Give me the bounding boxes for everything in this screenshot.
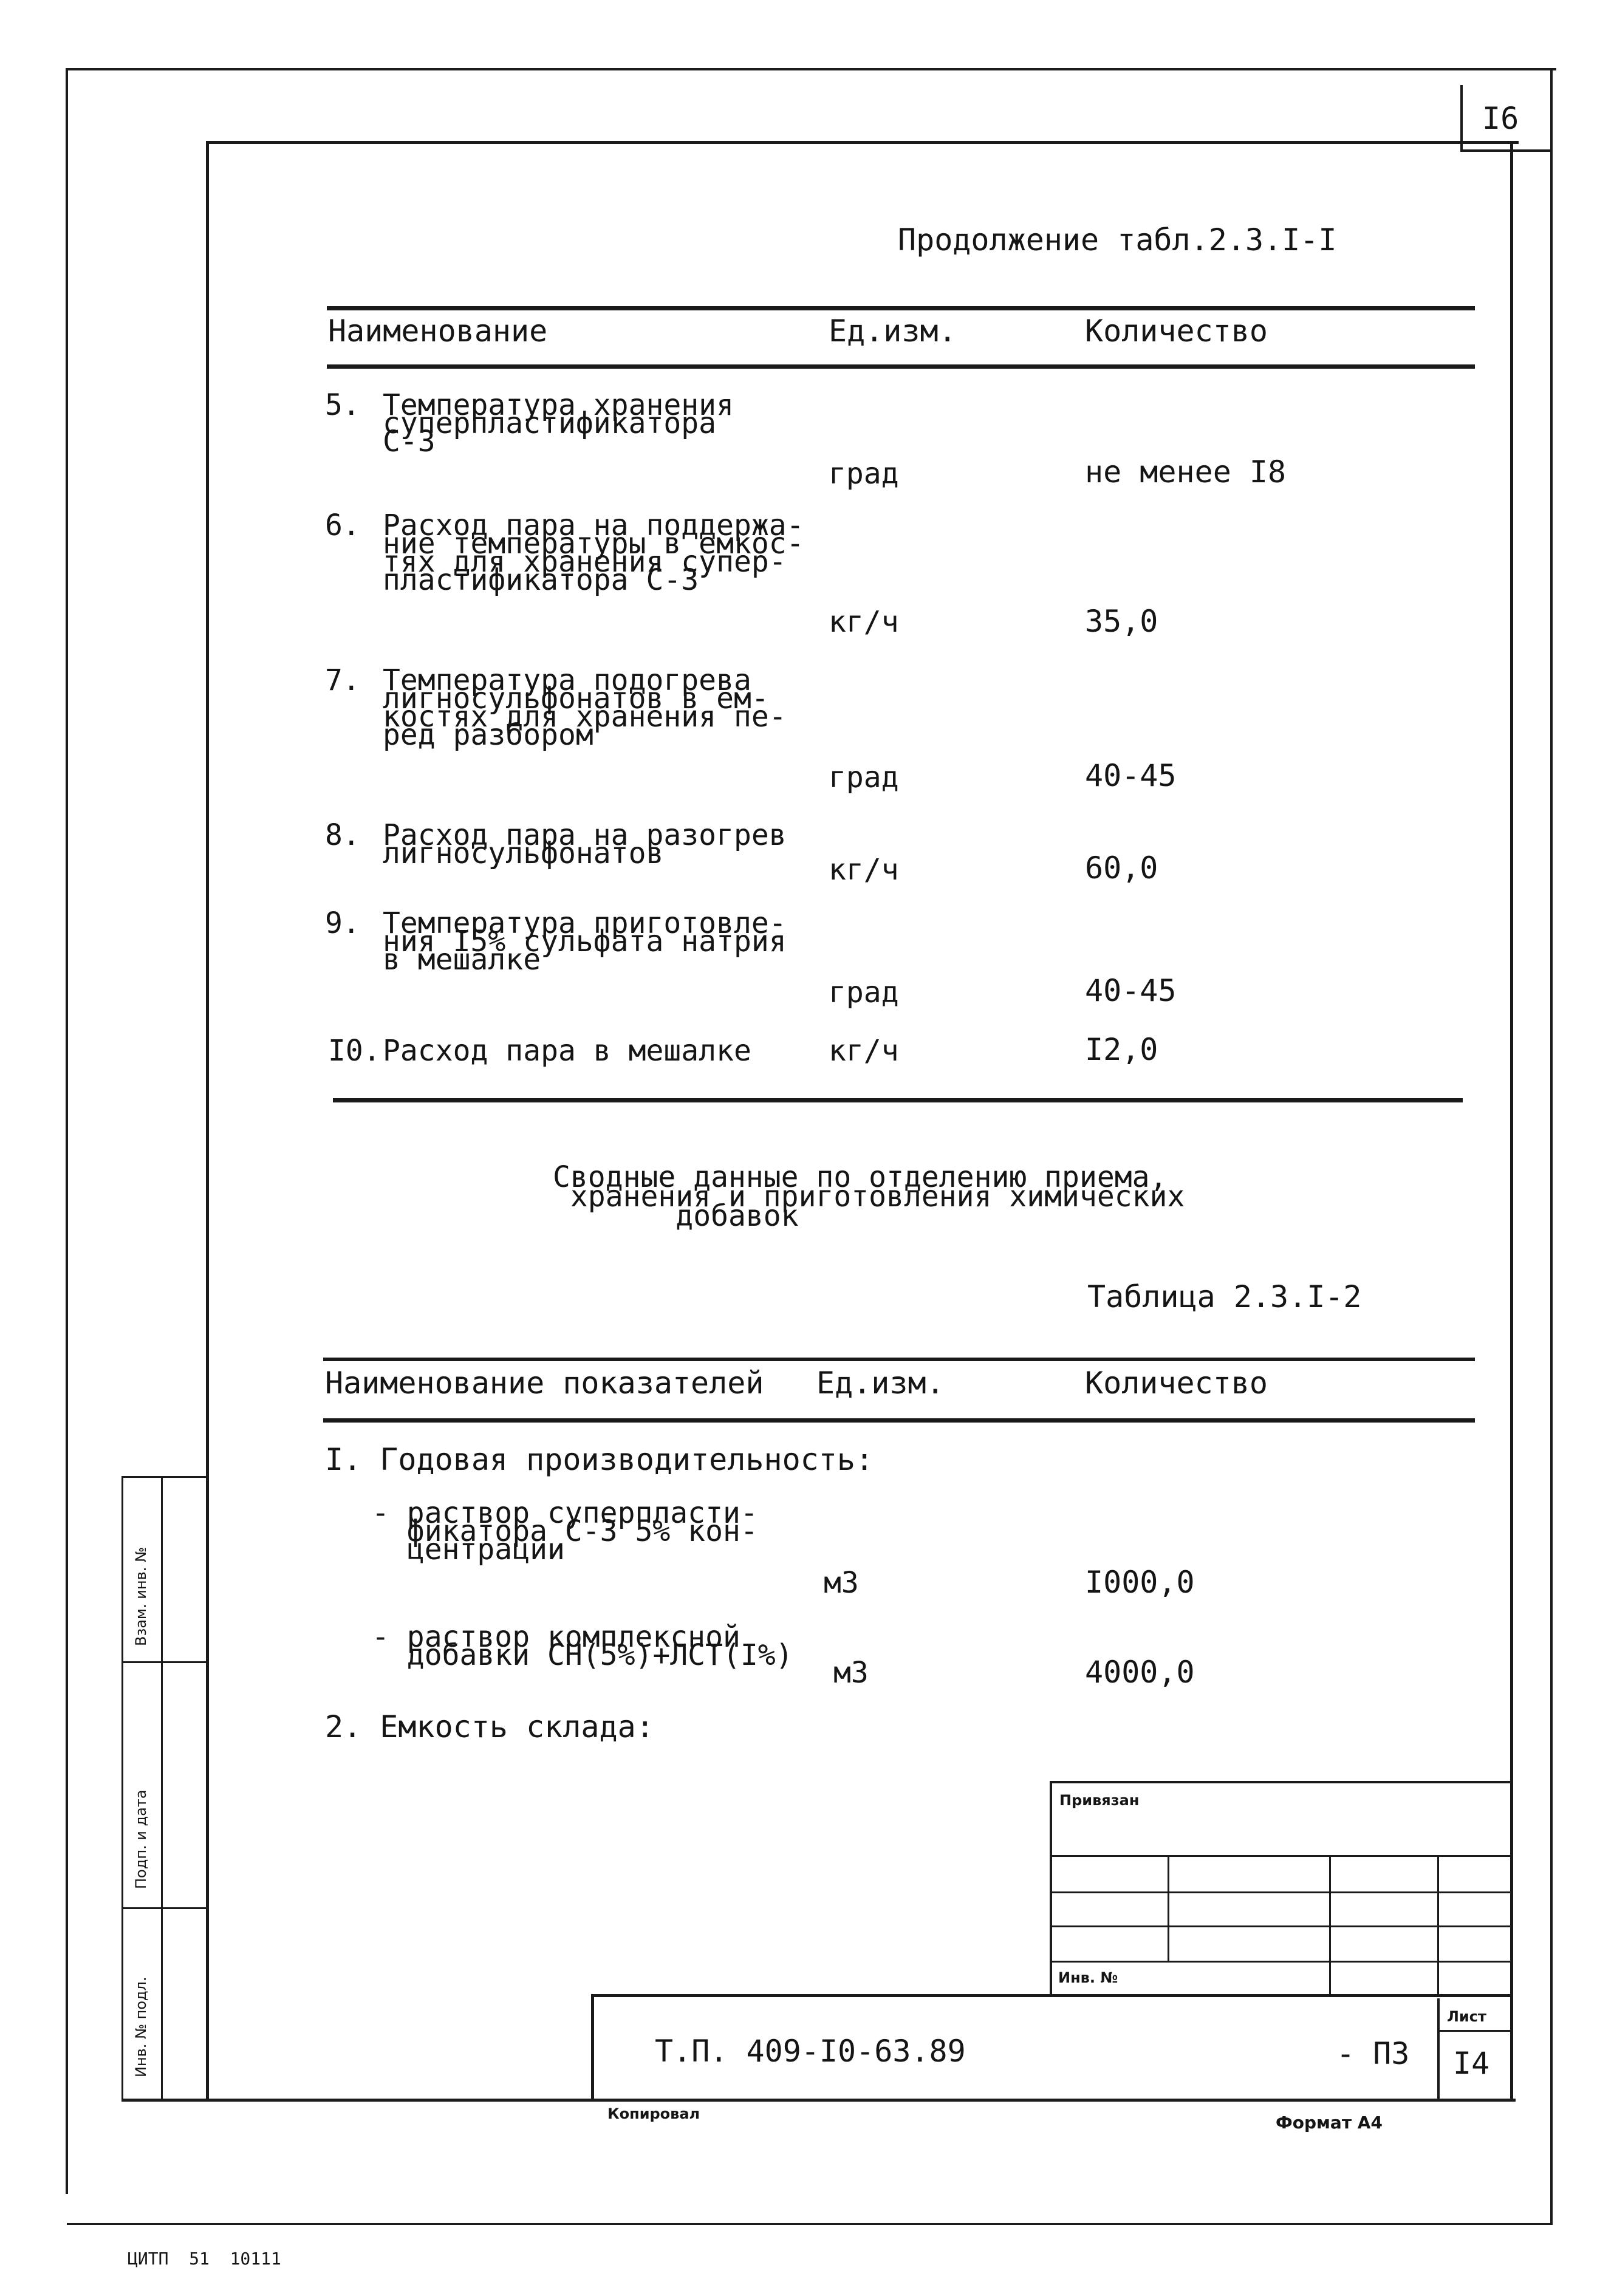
- stamp-sheet-box-divider: [1437, 2030, 1513, 2032]
- stamp-inv-no-label: Инв. №: [1058, 1969, 1118, 1986]
- row-number: 7.: [325, 663, 360, 697]
- table2-section-storage-capacity: 2. Емкость склада:: [325, 1709, 654, 1744]
- page-number: I6: [1482, 101, 1519, 136]
- table1-header-unit: Ед.изм.: [829, 313, 957, 349]
- row-unit: м3: [833, 1656, 869, 1690]
- row-number: 8.: [325, 818, 360, 852]
- stamp-grid-row-1: [1050, 1855, 1511, 1857]
- outer-frame-right: [1550, 68, 1553, 2224]
- table2-section-annual-output: I. Годовая производительность:: [325, 1442, 874, 1477]
- page-number-box-left: [1460, 85, 1463, 152]
- side-strip-outer-left: [121, 1477, 123, 2100]
- side-strip-divider-1: [121, 1661, 207, 1663]
- row-description: Расход пара в мешалке: [383, 1034, 751, 1068]
- table1-header-rule: [327, 364, 1475, 369]
- copied-by-label: Копировал: [607, 2105, 700, 2122]
- row-description: - раствор суперпласти- фикатора С-3 5% кон- центрации: [372, 1496, 758, 1567]
- side-strip-podp-data: Подп. и дата: [132, 1789, 149, 1889]
- row-unit: кг/ч: [829, 1034, 899, 1068]
- table1-top-rule: [327, 306, 1475, 310]
- row-description: Температура хранения суперпластификатора С-3: [383, 388, 734, 459]
- summary-title: Сводные данные по отделению приема, хранения и приготовления химических добавок: [553, 1160, 1185, 1233]
- page-number-box-bottom: [1460, 149, 1551, 152]
- side-strip-divider-2: [121, 1907, 207, 1909]
- table2-header-rule: [323, 1418, 1475, 1423]
- row-unit: град: [829, 760, 899, 794]
- side-strip-vzam-inv: Взам. инв. №: [132, 1547, 149, 1646]
- side-strip-inv-podl: Инв. № подл.: [132, 1977, 149, 2077]
- row-quantity: 40-45: [1085, 758, 1177, 793]
- row-quantity: 40-45: [1085, 973, 1177, 1008]
- row-description: Температура подогрева лигносульфонатов в ем- костях для хранения пе- ред разбором: [383, 663, 787, 752]
- stamp-grid-col-2: [1329, 1855, 1331, 1995]
- row-number: 9.: [325, 906, 360, 940]
- row-unit: град: [829, 975, 899, 1010]
- stamp-sheet-label: Лист: [1447, 2008, 1486, 2025]
- print-mark: ЦИТП 51 10111: [128, 2249, 281, 2269]
- inner-frame-top: [207, 141, 1519, 144]
- stamp-privyazan-label: Привязан: [1059, 1792, 1140, 1809]
- row-unit: кг/ч: [829, 853, 899, 887]
- side-strip-top: [121, 1476, 207, 1478]
- outer-frame-bottom: [67, 2223, 1553, 2225]
- stamp-sheet-number: I4: [1453, 2046, 1490, 2081]
- row-number: 5.: [325, 388, 360, 422]
- stamp-grid-col-3: [1437, 1855, 1439, 1995]
- stamp-sheet-box-left: [1437, 1998, 1440, 2099]
- stamp-grid-row-4: [1050, 1961, 1511, 1963]
- row-description: Расход пара на поддержа- ние температуры в емкос- тях для хранения супер- пластификатора С-3: [383, 508, 804, 597]
- stamp-grid-row-3: [1050, 1925, 1511, 1927]
- stamp-document-code: Т.П. 409-I0-63.89: [655, 2034, 966, 2069]
- stamp-grid-col-1: [1168, 1855, 1169, 1962]
- outer-frame-top: [67, 68, 1556, 70]
- row-unit: кг/ч: [829, 605, 899, 639]
- inner-frame-bottom: [121, 2099, 1516, 2102]
- table2-header-unit: Ед.изм.: [816, 1365, 945, 1401]
- stamp-upper-top: [1050, 1781, 1511, 1783]
- row-quantity: не менее I8: [1085, 454, 1287, 490]
- row-description: - раствор комплексной добавки СН(5%)+ЛСТ(I%): [372, 1620, 793, 1672]
- row-unit: м3: [824, 1566, 859, 1600]
- row-quantity: 35,0: [1085, 604, 1158, 639]
- row-quantity: 60,0: [1085, 850, 1158, 886]
- stamp-document-suffix: - ПЗ: [1336, 2036, 1410, 2071]
- row-description: Температура приготовле- ния I5% сульфата натрия в мешалке: [383, 906, 787, 977]
- format-label: Формат А4: [1276, 2113, 1383, 2133]
- outer-frame-left: [66, 68, 68, 2194]
- table2-top-rule: [323, 1358, 1475, 1361]
- row-number: 6.: [325, 508, 360, 542]
- continuation-title: Продолжение табл.2.3.I-I: [898, 222, 1337, 258]
- inner-frame-left: [206, 141, 209, 2102]
- row-quantity: I2,0: [1085, 1032, 1158, 1067]
- stamp-upper-left: [1050, 1781, 1052, 1997]
- inner-frame-right: [1510, 141, 1513, 2102]
- stamp-main-left: [591, 1994, 594, 2100]
- stamp-grid-row-2: [1050, 1891, 1511, 1893]
- table2-header-name: Наименование показателей: [325, 1365, 764, 1401]
- row-description: Расход пара на разогрев лигносульфонатов: [383, 818, 787, 870]
- row-number: I0.: [328, 1034, 381, 1068]
- table1-header-qty: Количество: [1085, 313, 1268, 349]
- row-quantity: 4000,0: [1085, 1655, 1195, 1690]
- table1-header-name: Наименование: [328, 313, 548, 349]
- table1-bottom-rule: [333, 1098, 1463, 1102]
- stamp-main-top: [592, 1994, 1513, 1997]
- row-unit: град: [829, 457, 899, 491]
- table2-caption: Таблица 2.3.I-2: [1087, 1279, 1362, 1314]
- table2-header-qty: Количество: [1085, 1365, 1268, 1401]
- row-quantity: I000,0: [1085, 1565, 1195, 1600]
- side-strip-inner-line: [161, 1477, 163, 2100]
